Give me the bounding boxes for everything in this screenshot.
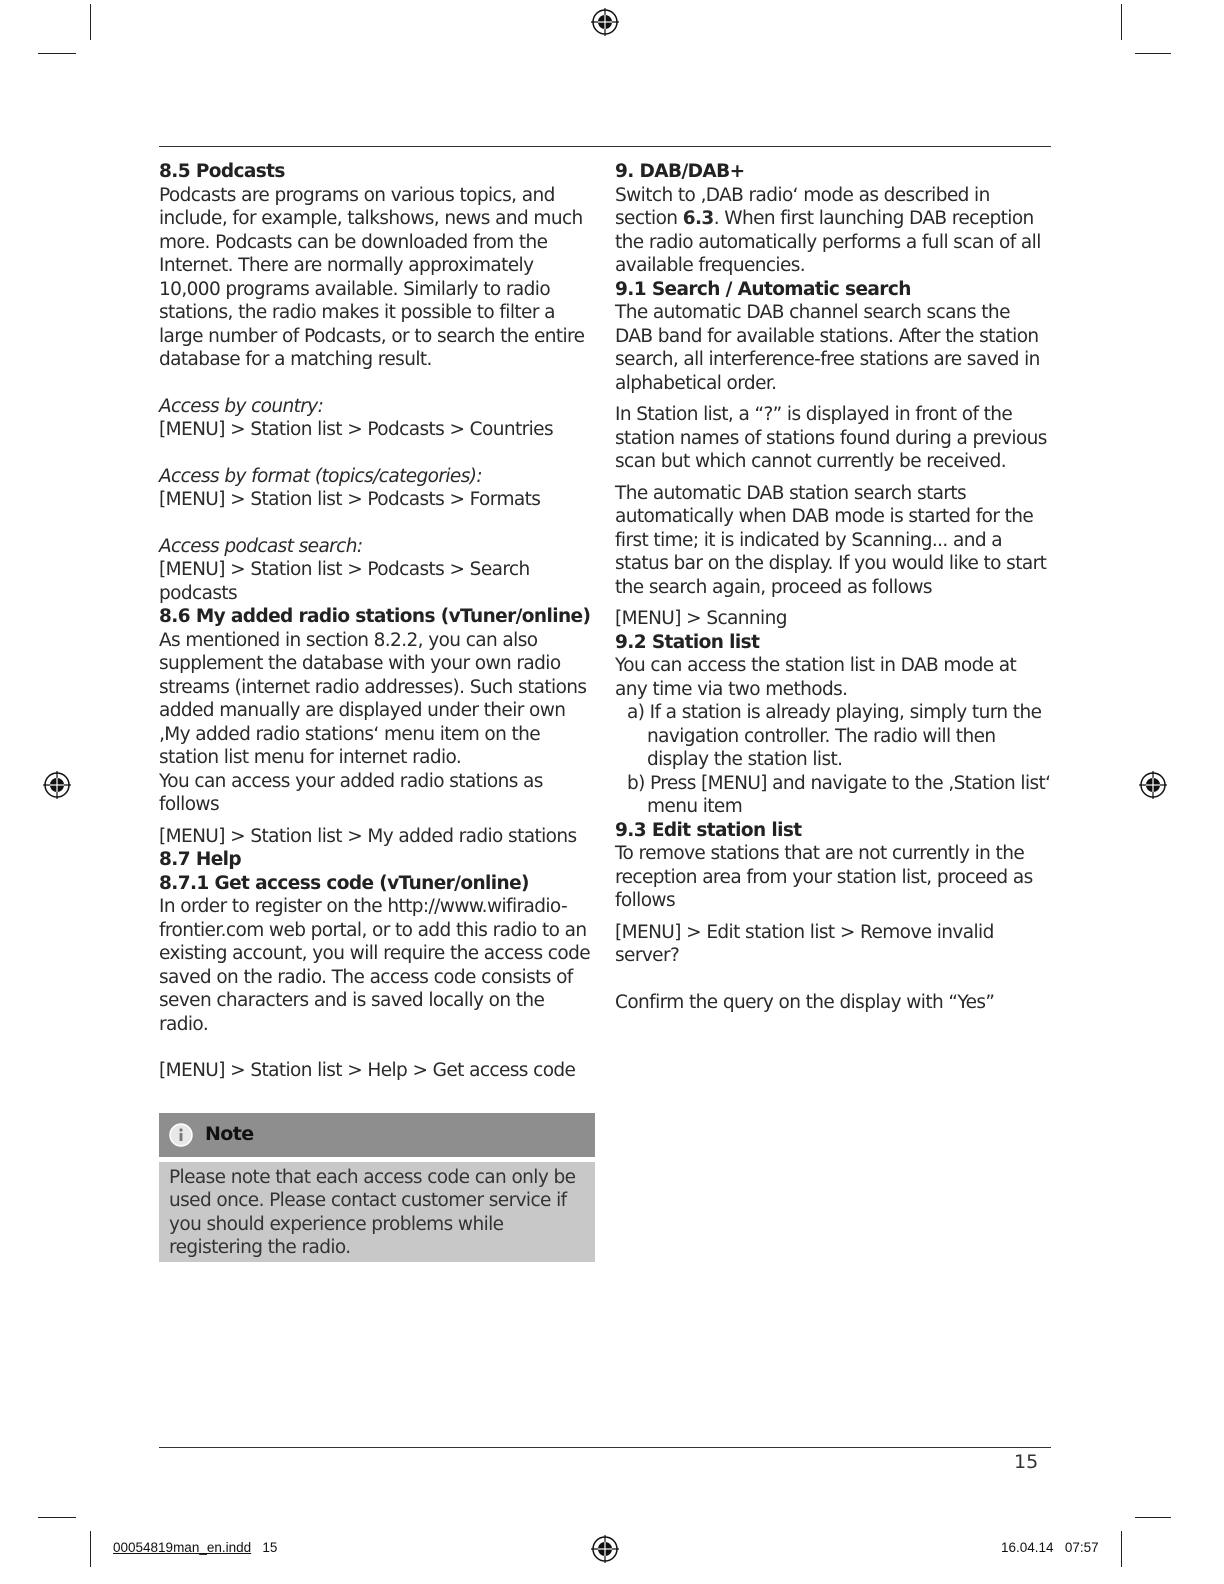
- section-ref-link: 6.3: [682, 208, 714, 229]
- note-box: [159, 1113, 595, 1262]
- section-8-7-1-path: [MENU] > Station list > Help > Get access code: [159, 1060, 576, 1081]
- section-8-7-1-title: 8.7.1 Get access code (vTuner/online): [159, 872, 529, 894]
- section-9-1-title: 9.1 Search / Automatic search: [615, 278, 911, 300]
- page-number: 15: [1014, 1451, 1039, 1473]
- crop-mark-top-right-h: [1135, 53, 1171, 54]
- section-8-7-title: 8.7 Help: [159, 849, 242, 870]
- section-8-7-1-text: In order to register on the http://www.wifiradio-frontier.com web portal, or to add this radio to an existing account, you will require the access code saved on the radio. The access code consists of seven characters and is saved locally on the radio.: [159, 896, 591, 1035]
- registration-mark-icon: [590, 1534, 620, 1564]
- section-9-1-text-3: The automatic DAB station search starts automatically when DAB mode is started for the first time; it is indicated by Scanning... and a status bar on the display. If you would like to start the search again, proceed as follows: [615, 482, 1047, 598]
- section-9-text: [615, 184, 1051, 278]
- right-column: [615, 160, 1051, 1014]
- left-column: [159, 160, 595, 1262]
- section-8-6-title: 8.6 My added radio stations (vTuner/online): [159, 606, 591, 627]
- crop-mark-bottom-left-v: [90, 1531, 91, 1567]
- info-icon: [169, 1123, 193, 1147]
- access-country-path: [MENU] > Station list > Podcasts > Countries: [159, 419, 553, 440]
- footer-date: 16.04.14: [1001, 1540, 1054, 1555]
- section-9-2-item-b: b) Press [MENU] and navigate to the ‚Station list‘ menu item: [627, 772, 1051, 817]
- registration-mark-icon: [1138, 770, 1168, 800]
- footer-file-name: 00054819man_en.indd: [113, 1540, 252, 1555]
- section-9-2-item-a: a) If a station is already playing, simply turn the navigation controller. The radio will then display the station list.: [627, 702, 1042, 770]
- crop-mark-top-left-v: [90, 4, 91, 40]
- footer-file-info: [113, 1540, 277, 1555]
- footer-rule: [159, 1447, 1051, 1448]
- footer-timestamp: [1001, 1540, 1099, 1555]
- section-9-text-b: . When first launching DAB reception the radio automatically performs a full scan of all available frequencies.: [615, 208, 1041, 276]
- section-8-5-text: Podcasts are programs on various topics, and include, for example, talkshows, news and much more. Podcasts can be downloaded from the Internet. There are normally approximately 10,000 programs available. Similarly to radio stations, the radio makes it possible to filter a large number of Podcasts, or to search the entire database for a matching result.: [159, 184, 585, 370]
- crop-mark-top-right-v: [1121, 4, 1122, 40]
- note-header: [159, 1113, 595, 1157]
- access-country-label: Access by country:: [159, 395, 324, 417]
- section-9-3-text: To remove stations that are not currently in the reception area from your station list, proceed as follows: [615, 843, 1033, 911]
- section-8-6-text-2: You can access your added radio stations as follows: [159, 770, 543, 815]
- section-9-1-text-1: The automatic DAB channel search scans the DAB band for available stations. After the station search, all interference-free stations are saved in alphabetical order.: [615, 302, 1040, 394]
- note-title: Note: [205, 1122, 254, 1145]
- section-9-2-text: You can access the station list in DAB mode at any time via two methods.: [615, 655, 1017, 700]
- section-8-5-title: 8.5 Podcasts: [159, 161, 285, 182]
- section-9-text-a: Switch to ‚DAB radio‘ mode as described in section: [615, 184, 990, 229]
- registration-mark-icon: [42, 770, 72, 800]
- crop-mark-top-left-h: [38, 53, 76, 54]
- section-8-6-path: [MENU] > Station list > My added radio stations: [159, 825, 577, 847]
- section-9-title: 9. DAB/DAB+: [615, 161, 745, 182]
- section-9-1-text-2: In Station list, a “?” is displayed in front of the station names of stations found during a previous scan but which cannot currently be received.: [615, 404, 1047, 472]
- note-body: [159, 1162, 595, 1262]
- section-9-3-confirm: Confirm the query on the display with “Yes”: [615, 991, 995, 1013]
- access-format-path: [MENU] > Station list > Podcasts > Formats: [159, 489, 541, 510]
- footer-time: 07:57: [1064, 1540, 1099, 1555]
- section-9-3-path: [MENU] > Edit station list > Remove invalid server?: [615, 921, 994, 966]
- section-9-2-title: 9.2 Station list: [615, 631, 760, 653]
- access-search-label: Access podcast search:: [159, 535, 363, 557]
- crop-mark-bottom-right-h: [1135, 1517, 1171, 1518]
- section-8-6-text: As mentioned in section 8.2.2, you can also supplement the database with your own radio streams (internet radio addresses). Such stations added manually are displayed under their own ‚My added radio stations‘ menu item on the station list menu for internet radio.: [159, 629, 587, 768]
- note-text: Please note that each access code can only be used once. Please contact customer service if you should experience problems while registering the radio.: [169, 1166, 576, 1258]
- header-rule: [159, 146, 1051, 147]
- registration-mark-icon: [590, 7, 620, 37]
- section-9-3-title: 9.3 Edit station list: [615, 819, 802, 841]
- access-format-label: Access by format (topics/categories):: [159, 465, 482, 487]
- crop-mark-bottom-right-v: [1121, 1531, 1122, 1567]
- footer-file-page: 15: [262, 1540, 278, 1555]
- section-9-1-path: [MENU] > Scanning: [615, 608, 787, 629]
- access-search-path: [MENU] > Station list > Podcasts > Search podcasts: [159, 559, 530, 604]
- crop-mark-bottom-left-h: [38, 1517, 76, 1518]
